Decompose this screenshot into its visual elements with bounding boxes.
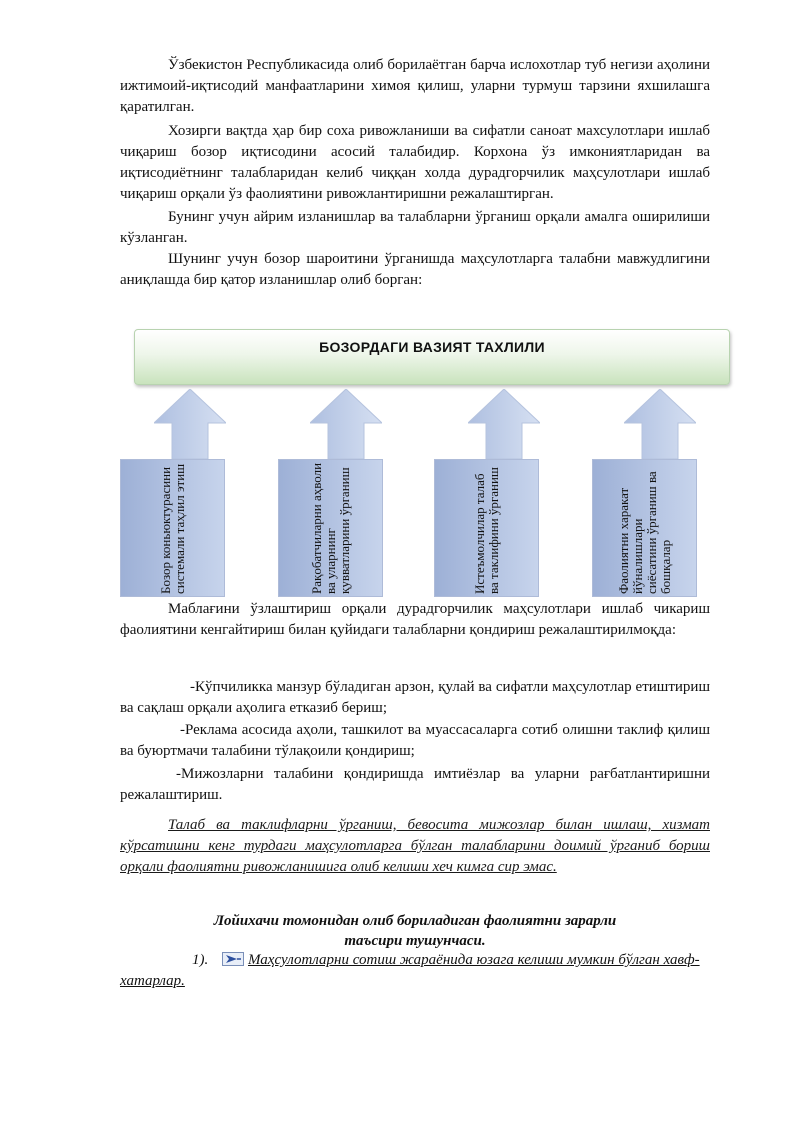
risk-list-item bbox=[120, 950, 710, 992]
up-arrow-icon bbox=[624, 389, 696, 459]
intro-paragraph: Ўзбекистон Республикасида олиб борилаётган барча ислохотлар туб негизи аҳолини ижтимоий-иқтисодий манфаатларини химоя қилиш, уларни турмуш тарзини яхшилашга қаратилган. bbox=[120, 57, 710, 115]
requirement-item: -Мижозларни талабини қондиришда имтиёзлар ва уларни рағбатлантиришни режалаштириш. bbox=[120, 766, 710, 803]
market-analysis-diagram bbox=[118, 325, 733, 597]
up-arrow-icon bbox=[468, 389, 540, 459]
analysis-box-consumers bbox=[434, 459, 539, 597]
section-title bbox=[120, 911, 710, 951]
arrow-link-icon bbox=[222, 952, 244, 966]
analysis-box-label: Истеъмолчилар талаб ва таклифини ўрганиш bbox=[471, 467, 501, 594]
expansion-paragraph: Маблағини ўзлаштириш орқали дурадгорчилик маҳсулотлари ишлаб чикариш фаолиятини кенгайтириш билан қуйидаги талабларни қондириш режалаштирилмоқда: bbox=[120, 601, 710, 638]
research-paragraph: Бунинг учун айрим изланишлар ва талабларни ўрганиш орқали амалга оширилиши кўзланган. bbox=[120, 209, 710, 246]
analysis-box-label: Фаолиятни харакат йўналишлари сиёсатини ўрганиш ва бошқалар bbox=[615, 471, 673, 594]
market-study-paragraph: Шунинг учун бозор шароитини ўрганишда маҳсулотларга талабни мавжудлигини аниқлашда бир қатор изланишлар олиб борган: bbox=[120, 251, 710, 288]
item-text: Маҳсулотларни сотиш жараёнида юзага келиши мумкин бўлган хавф-хатарлар. bbox=[120, 952, 700, 989]
up-arrow-icon bbox=[310, 389, 382, 459]
up-arrow-icon bbox=[154, 389, 226, 459]
requirement-item: -Кўпчиликка манзур бўладиган арзон, қулай ва сифатли маҳсулотлар етиштириш ва сақлаш орқали аҳолига етказиб бериш; bbox=[120, 679, 710, 716]
goal-paragraph: Хозирги вақтда ҳар бир соха ривожланиши ва сифатли саноат махсулотлари ишлаб чиқариш бозор иқтисодини асосий талабидир. Корхона ўз имкониятларидан ва иқтисодиётнинг талабларидан келиб чиққан холда дурадгорчилик маҳсулотлари ишлаб чиқариш орқали ўз фаолиятини ривожлантиришни режалаштирган. bbox=[120, 123, 710, 202]
section-title-line1: Лойихачи томонидан олиб бориладиган фаолиятни зарарли bbox=[213, 913, 617, 929]
emphasis-paragraph: Талаб ва таклифларни ўрганиш, бевосита мижозлар билан ишлаш, хизмат кўрсатишни кенг турдаги маҳсулотларга бўлган талабларини доимий ўрганиб бориш орқали фаолиятни ривожланишига олиб келиши хеч кимга сир эмас. bbox=[120, 817, 710, 875]
diagram-title: БОЗОРДАГИ ВАЗИЯТ ТАХЛИЛИ bbox=[319, 339, 545, 355]
analysis-box-activity-policy bbox=[592, 459, 697, 597]
analysis-box-competitors bbox=[278, 459, 383, 597]
analysis-box-market-conjuncture bbox=[120, 459, 225, 597]
section-title-line2: таъсири тушунчаси. bbox=[344, 933, 486, 949]
requirement-item: -Реклама асосида аҳоли, ташкилот ва муассасаларга сотиб олишни таклиф қилиш ва буюртмачи талабини тўлақоили қондириш; bbox=[120, 722, 710, 759]
item-number: 1). bbox=[192, 952, 209, 968]
diagram-banner bbox=[134, 329, 730, 385]
analysis-box-label: Бозор коньюктурасини системали таҳлил этиш bbox=[157, 463, 187, 594]
analysis-box-label: Рақобатчиларни аҳволи ва уларнинг қувватларини ўрганиш bbox=[308, 462, 352, 594]
